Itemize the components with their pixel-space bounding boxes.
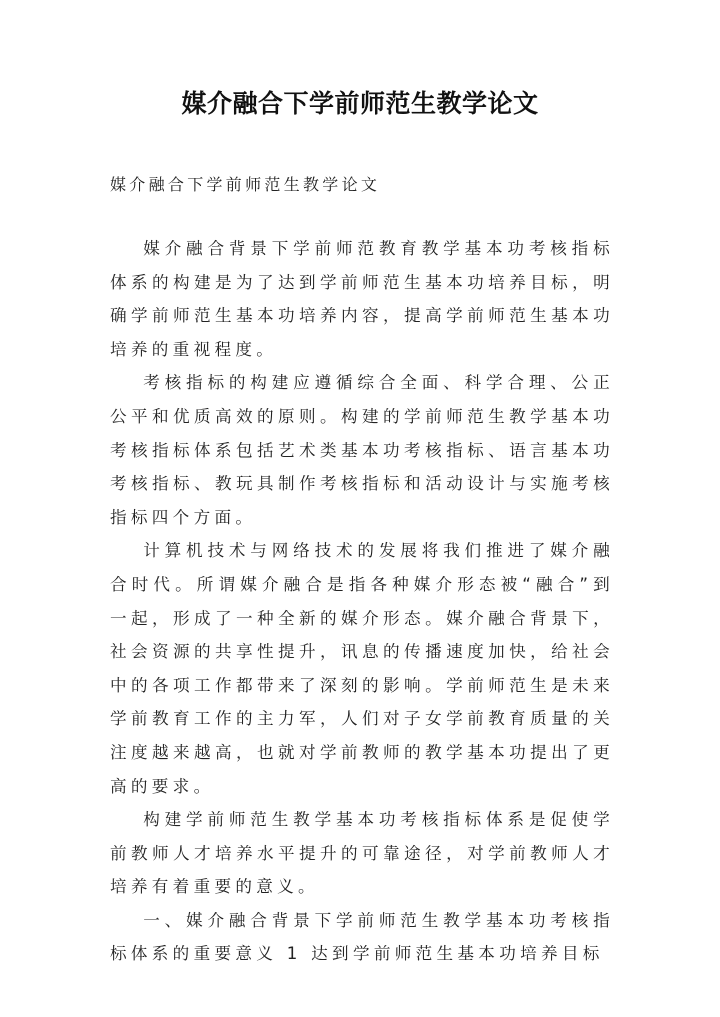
paragraph-1: 媒介融合背景下学前师范教育教学基本功考核指标体系的构建是为了达到学前师范生基本功培养目标，明确学前师范生基本功培养内容，提高学前师范生基本功培养的重视程度。 — [110, 239, 614, 359]
paragraph-5-section-heading: 一、媒介融合背景下学前师范生教学基本功考核指标体系的重要意义 1 达到学前师范生基本功培养目标 — [110, 910, 614, 964]
paragraph-4: 构建学前师范生教学基本功考核指标体系是促使学前教师人才培养水平提升的可靠途径，对学前教师人才培养有着重要的意义。 — [110, 810, 614, 897]
document-body — [110, 232, 614, 971]
document-title: 媒介融合下学前师范生教学论文 — [181, 89, 539, 118]
document-subtitle: 媒介融合下学前师范生教学论文 — [110, 175, 381, 194]
paragraph-3: 计算机技术与网络技术的发展将我们推进了媒介融合时代。所谓媒介融合是指各种媒介形态被“融合”到一起，形成了一种全新的媒介形态。媒介融合背景下，社会资源的共享性提升，讯息的传播速度加快，给社会中的各项工作都带来了深刻的影响。学前师范生是未来学前教育工作的主力军，人们对子女学前教育质量的关注度越来越高，也就对学前教师的教学基本功提出了更高的要求。 — [110, 541, 614, 796]
paragraph-2: 考核指标的构建应遵循综合全面、科学合理、公正公平和优质高效的原则。构建的学前师范生教学基本功考核指标体系包括艺术类基本功考核指标、语言基本功考核指标、教玩具制作考核指标和活动设计与实施考核指标四个方面。 — [110, 373, 614, 527]
